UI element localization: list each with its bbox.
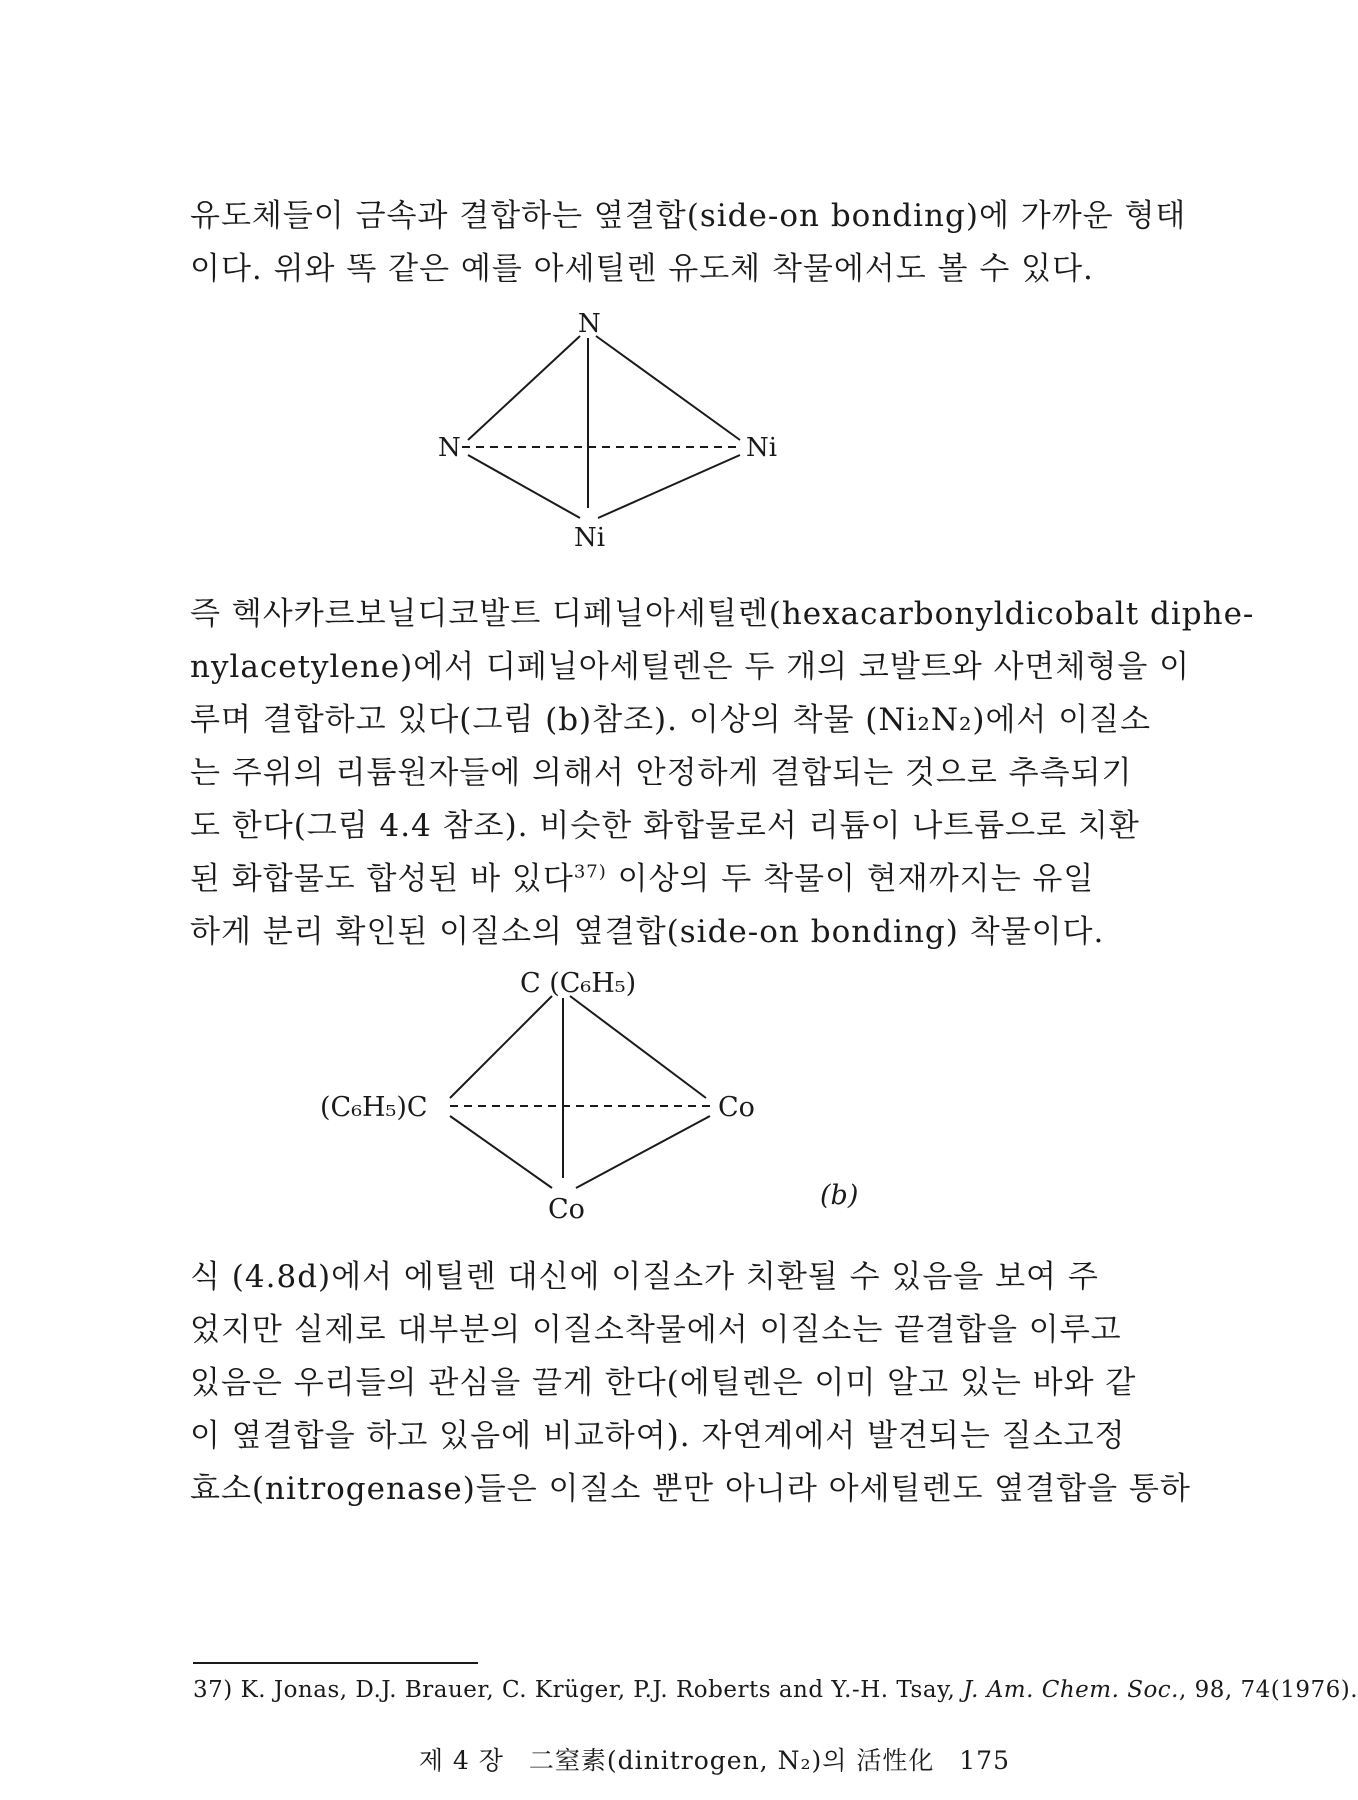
paragraph-3-line-4: 이 옆결합을 하고 있음에 비교하여). 자연계에서 발견되는 질소고정: [190, 1418, 1126, 1454]
bond-n-left-ni-bottom: [468, 455, 580, 518]
paragraph-2-line-2: nylacetylene)에서 디페닐아세틸렌은 두 개의 코발트와 사면체형을 이: [190, 649, 1191, 685]
paragraph-1: [190, 190, 1187, 296]
footer-chapter: 제 4 장: [418, 1746, 504, 1775]
paragraph-2-line-4: 는 주위의 리튬원자들에 의해서 안정하게 결합되는 것으로 추측되기: [190, 755, 1133, 791]
page-number: 175: [959, 1746, 1010, 1775]
bond-ni-right-ni-bottom: [598, 455, 740, 518]
paragraph-3-line-1: 식 (4.8d)에서 에틸렌 대신에 이질소가 치환될 수 있음을 보여 주: [190, 1259, 1099, 1295]
figure-b-left-label: (C₆H₅)C: [320, 1092, 428, 1123]
paragraph-3: [190, 1251, 1191, 1516]
paragraph-2-line-5: 도 한다(그림 4.4 참조). 비슷한 화합물로서 리튬이 나트륨으로 치환: [190, 808, 1140, 844]
figure-a-right-label: Ni: [746, 433, 778, 463]
footnote-divider: [193, 1662, 478, 1664]
figure-b-co2c2-diagram: [320, 950, 880, 1230]
bond-c-left-co-bottom: [450, 1116, 552, 1188]
paragraph-2-line-6-rest: 이상의 두 착물이 현재까지는 유일: [606, 861, 1095, 897]
paragraph-3-line-2: 었지만 실제로 대부분의 이질소착물에서 이질소는 끝결합을 이루고: [190, 1312, 1122, 1348]
figure-a-top-label: N: [578, 309, 601, 339]
paragraph-2-line-3: 루며 결합하고 있다(그림 (b)참조). 이상의 착물 (Ni₂N₂)에서 이질소: [190, 702, 1152, 738]
bond-c-top-c-left: [450, 996, 552, 1098]
paragraph-1-line-2: 이다. 위와 똑 같은 예를 아세틸렌 유도체 착물에서도 볼 수 있다.: [190, 251, 1094, 287]
footnote-journal: J. Am. Chem. Soc.: [963, 1677, 1179, 1703]
paragraph-2-line-6-start: 된 화합물도 합성된 바 있다: [190, 861, 574, 897]
bond-c-top-co-right: [570, 996, 706, 1098]
figure-a-bottom-label: Ni: [574, 523, 606, 553]
footnote-line-1: [193, 1672, 1358, 1708]
figure-b-bottom-label: Co: [548, 1194, 585, 1225]
paragraph-2-line-1: 즉 헥사카르보닐디코발트 디페닐아세틸렌(hexacarbonyldicobalt diphe-: [190, 596, 1255, 632]
bond-co-right-co-bottom: [576, 1116, 710, 1188]
figure-b-right-label: Co: [718, 1092, 755, 1123]
footnote-ref-37: 37): [573, 861, 607, 883]
footnote-authors: K. Jonas, D.J. Brauer, C. Krüger, P.J. Roberts and Y.-H. Tsay,: [240, 1677, 956, 1703]
paragraph-3-line-5: 효소(nitrogenase)들은 이질소 뿐만 아니라 아세틸렌도 옆결합을 통하: [190, 1471, 1191, 1507]
footnote-number: 37): [193, 1677, 233, 1703]
paragraph-1-line-1: 유도체들이 금속과 결합하는 옆결합(side-on bonding)에 가까운 형태: [190, 198, 1187, 234]
paragraph-2: [190, 588, 1255, 959]
running-footer: [403, 1741, 1010, 1777]
bond-n-top-n-left: [468, 336, 580, 440]
footer-title: 二窒素(dinitrogen, N₂)의 活性化: [528, 1746, 935, 1775]
figure-a-ni2n2-diagram: [400, 300, 800, 560]
bond-n-top-ni-right: [596, 336, 740, 440]
paragraph-2-line-6: [190, 853, 1095, 906]
paragraph-2-line-7: 하게 분리 확인된 이질소의 옆결합(side-on bonding) 착물이다.: [190, 914, 1105, 950]
footnote-details: , 98, 74(1976).: [1179, 1677, 1358, 1703]
figure-b-caption: (b): [820, 1180, 859, 1211]
figure-b-top-label: C (C₆H₅): [520, 968, 637, 999]
paragraph-3-line-3: 있음은 우리들의 관심을 끌게 한다(에틸렌은 이미 알고 있는 바와 같: [190, 1365, 1137, 1401]
footnote: [193, 1672, 1358, 1708]
figure-a-left-label: N: [438, 433, 461, 463]
